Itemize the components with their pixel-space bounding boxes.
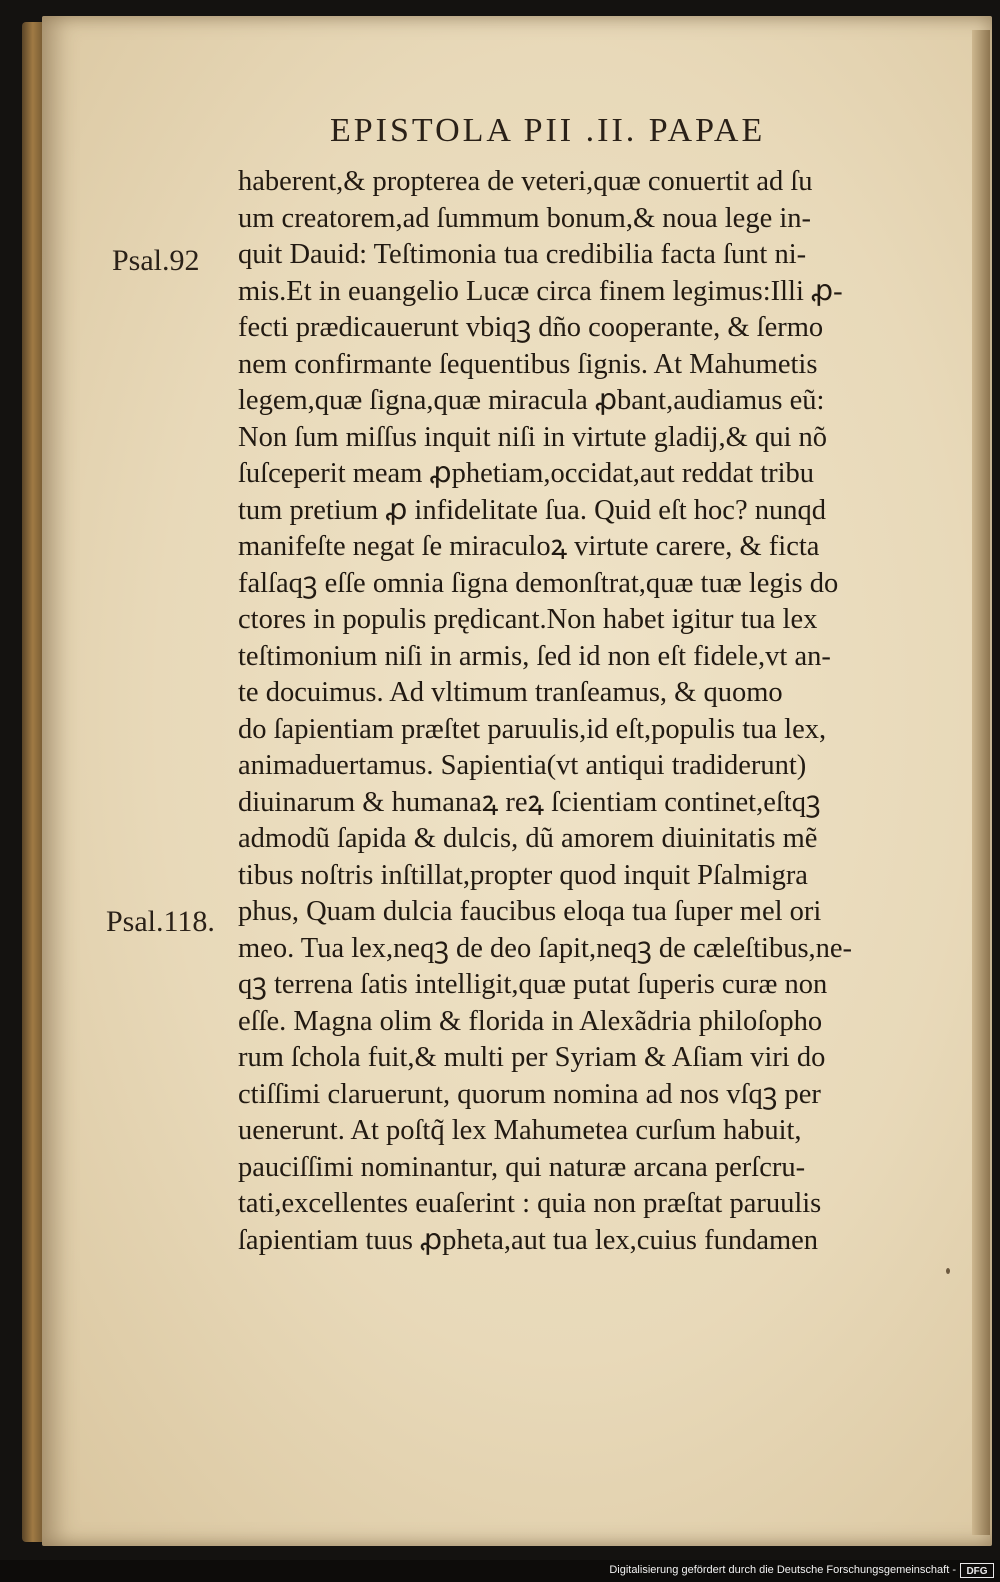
marginal-note-psalm-92: Psal.92 <box>112 244 200 277</box>
text-line: mis.Et in euangelio Lucæ circa finem legimus:Illi ꝓ- <box>238 275 843 307</box>
text-line: uenerunt. At poſtq̃ lex Mahumetea curſum habuit, <box>238 1115 802 1146</box>
text-line: admodũ ſapida & dulcis, dũ amorem diuinitatis mẽ <box>238 823 818 854</box>
text-line: te docuimus. Ad vltimum tranſeamus, & quomo <box>238 677 783 708</box>
text-line: qꝫ terrena ſatis intelligit,quæ putat ſuperis curæ non <box>238 969 828 1000</box>
text-line: tibus noſtris inſtillat,propter quod inquit Pſalmigra <box>238 859 808 891</box>
running-head: EPISTOLA PII .II. PAPAE <box>330 112 766 149</box>
text-line: falſaqꝫ eſſe omnia ſigna demonſtrat,quæ tuæ legis do <box>238 567 839 599</box>
marginal-note-psalm-118: Psal.118. <box>106 905 215 938</box>
text-line: quit Dauid: Teſtimonia tua credibilia facta ſunt ni- <box>238 239 807 270</box>
text-line: legem,quæ ſigna,quæ miracula ꝓbant,audiamus eũ: <box>238 385 825 416</box>
text-line: haberent,& propterea de veteri,quæ conuertit ad ſu <box>238 166 813 197</box>
text-line: um creatorem,ad ſummum bonum,& noua lege in- <box>238 202 812 234</box>
text-line: fecti prædicauerunt vbiqꝫ dño cooperante, & ſermo <box>238 312 824 343</box>
text-line: phus, Quam dulcia faucibus eloqa tua ſuper mel ori <box>238 896 822 927</box>
text-line: teſtimonium niſi in armis, ſed id non eſt fidele,vt an- <box>238 640 831 672</box>
body-text <box>238 164 938 1259</box>
text-line: rum ſchola fuit,& multi per Syriam & Aſiam viri do <box>238 1042 826 1073</box>
text-line: tum pretium ꝓ infidelitate ſua. Quid eſt hoc? nunqd <box>238 494 826 526</box>
text-line: Non ſum miſſus inquit niſi in virtute gladij,& qui nõ <box>238 421 827 453</box>
funding-credit: Digitalisierung gefördert durch die Deutsche Forschungsgemeinschaft - <box>609 1564 956 1576</box>
dfg-logo: DFG <box>960 1563 994 1578</box>
text-line: eſſe. Magna olim & florida in Alexãdria philoſopho <box>238 1005 823 1037</box>
text-line: nem confirmante ſequentibus ſignis. At Mahumetis <box>238 348 818 380</box>
text-line: meo. Tua lex,neqꝫ de deo ſapit,neqꝫ de cæleſtibus,ne- <box>238 932 853 964</box>
text-line: ctiſſimi claruerunt, quorum nomina ad nos vſqꝫ per <box>238 1078 821 1110</box>
text-line: pauciſſimi nominantur, qui naturæ arcana perſcru- <box>238 1151 806 1183</box>
text-line: tati,excellentes euaſerint : quia non præſtat paruulis <box>238 1188 822 1219</box>
text-line: diuinarum & humanaꝝ reꝝ ſcientiam continet,eſtqꝫ <box>238 786 821 818</box>
text-line: ctores in populis prędicant.Non habet igitur tua lex <box>238 604 818 635</box>
footer-bar <box>0 1560 1000 1582</box>
text-line: manifeſte negat ſe miraculoꝝ virtute carere, & ficta <box>238 531 820 562</box>
text-line: do ſapientiam præſtet paruulis,id eſt,populis tua lex, <box>238 713 827 745</box>
text-line: animaduertamus. Sapientia(vt antiqui tradiderunt) <box>238 750 807 781</box>
text-line: ſapientiam tuus ꝓpheta,aut tua lex,cuius fundamen <box>238 1224 819 1256</box>
page-speck <box>946 1268 950 1274</box>
page-fore-edge <box>972 30 990 1535</box>
text-line: ſuſceperit meam ꝓphetiam,occidat,aut reddat tribu <box>238 458 815 489</box>
